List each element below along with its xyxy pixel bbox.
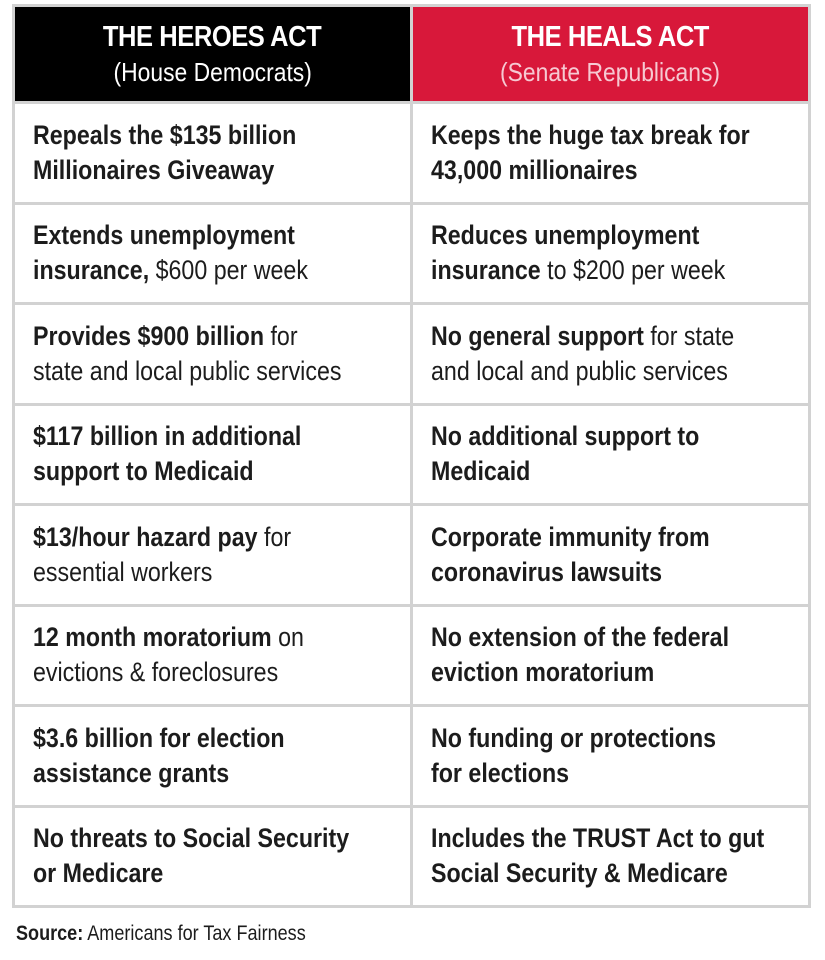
cell-line-1 bbox=[431, 118, 750, 153]
cell-text bbox=[431, 319, 734, 389]
bold-text: No additional support to bbox=[431, 421, 700, 452]
cell-text bbox=[33, 218, 308, 288]
heroes-act-title: THE HEROES ACT bbox=[103, 20, 322, 53]
cell-line-2 bbox=[431, 253, 725, 288]
heroes-cell-row-2 bbox=[15, 205, 410, 303]
regular-text: for state bbox=[643, 320, 735, 351]
cell-line-1 bbox=[431, 620, 729, 655]
source-label: Source: bbox=[16, 922, 84, 945]
heals-cell-row-4 bbox=[413, 406, 808, 504]
cell-line-2 bbox=[33, 756, 285, 791]
bold-text: or Medicare bbox=[33, 858, 164, 889]
cell-text bbox=[431, 419, 699, 489]
cell-text bbox=[431, 218, 725, 288]
cell-line-1 bbox=[431, 520, 710, 555]
bold-text: 43,000 millionaires bbox=[431, 154, 638, 185]
bold-text: Corporate immunity from bbox=[431, 521, 710, 552]
comparison-table bbox=[12, 4, 811, 908]
cell-text bbox=[431, 821, 764, 891]
regular-text: state and local public services bbox=[33, 355, 342, 386]
heroes-cell-row-5 bbox=[15, 506, 410, 604]
heroes-cell-row-1 bbox=[15, 104, 410, 202]
cell-text bbox=[33, 721, 285, 791]
cell-line-1 bbox=[33, 118, 296, 153]
bold-text: $117 billion in additional bbox=[33, 421, 302, 452]
bold-text: Medicaid bbox=[431, 456, 531, 487]
cell-line-2 bbox=[33, 354, 341, 389]
heals-act-header bbox=[413, 7, 808, 101]
heroes-cell-row-4 bbox=[15, 406, 410, 504]
heals-act-subtitle: (Senate Republicans) bbox=[500, 56, 721, 87]
cell-line-1 bbox=[431, 218, 725, 253]
regular-text: for bbox=[264, 320, 298, 351]
bold-text: for elections bbox=[431, 757, 570, 788]
bold-text: coronavirus lawsuits bbox=[431, 556, 662, 587]
cell-line-2 bbox=[431, 655, 729, 690]
bold-text: Millionaires Giveaway bbox=[33, 154, 275, 185]
regular-text: for bbox=[257, 521, 292, 552]
regular-text: and local and public services bbox=[431, 355, 728, 386]
bold-text: No extension of the federal bbox=[431, 622, 730, 653]
cell-line-2 bbox=[431, 153, 750, 188]
bold-text: Extends unemployment bbox=[33, 220, 295, 251]
bold-text: assistance grants bbox=[33, 757, 230, 788]
heals-cell-row-8 bbox=[413, 808, 808, 906]
cell-line-1 bbox=[33, 218, 308, 253]
cell-text bbox=[431, 520, 710, 590]
heals-cell-row-2 bbox=[413, 205, 808, 303]
cell-line-2 bbox=[431, 856, 764, 891]
cell-line-1 bbox=[431, 821, 764, 856]
bold-text: Provides $900 billion bbox=[33, 320, 265, 351]
cell-text bbox=[33, 620, 304, 690]
bold-text: $13/hour hazard pay bbox=[33, 521, 258, 552]
heroes-cell-row-6 bbox=[15, 607, 410, 705]
heals-cell-row-5 bbox=[413, 506, 808, 604]
cell-line-1 bbox=[33, 319, 341, 354]
cell-line-2 bbox=[33, 153, 296, 188]
bold-text: No threats to Social Security bbox=[33, 823, 350, 854]
bold-text: No funding or protections bbox=[431, 722, 717, 753]
cell-text bbox=[33, 419, 301, 489]
source-text: Americans for Tax Fairness bbox=[83, 922, 306, 945]
bold-text: Repeals the $135 billion bbox=[33, 119, 297, 150]
heroes-act-subtitle: (House Democrats) bbox=[113, 56, 312, 87]
bold-text: support to Medicaid bbox=[33, 456, 254, 487]
heals-cell-row-3 bbox=[413, 305, 808, 403]
cell-text bbox=[33, 520, 291, 590]
cell-line-1 bbox=[33, 821, 349, 856]
bold-text: Keeps the huge tax break for bbox=[431, 119, 750, 150]
bold-text: insurance, bbox=[33, 255, 150, 286]
regular-text: essential workers bbox=[33, 556, 213, 587]
heals-cell-row-7 bbox=[413, 707, 808, 805]
bold-text: $3.6 billion for election bbox=[33, 722, 285, 753]
cell-line-2 bbox=[431, 756, 716, 791]
regular-text: to $200 per week bbox=[540, 255, 726, 286]
heals-cell-row-1 bbox=[413, 104, 808, 202]
cell-text bbox=[431, 118, 750, 188]
cell-line-2 bbox=[431, 555, 710, 590]
bold-text: No general support bbox=[431, 320, 644, 351]
cell-text bbox=[33, 821, 349, 891]
cell-text bbox=[33, 118, 296, 188]
cell-line-2 bbox=[33, 253, 308, 288]
bold-text: Social Security & Medicare bbox=[431, 858, 728, 889]
cell-line-1 bbox=[33, 520, 291, 555]
cell-line-2 bbox=[431, 354, 734, 389]
bold-text: Includes the TRUST Act to gut bbox=[431, 823, 765, 854]
heals-cell-row-6 bbox=[413, 607, 808, 705]
regular-text: evictions & foreclosures bbox=[33, 657, 279, 688]
cell-line-1 bbox=[33, 620, 304, 655]
bold-text: Reduces unemployment bbox=[431, 220, 700, 251]
cell-text bbox=[33, 319, 341, 389]
cell-text bbox=[431, 721, 716, 791]
bold-text: 12 month moratorium bbox=[33, 622, 272, 653]
heroes-cell-row-3 bbox=[15, 305, 410, 403]
heroes-act-header bbox=[15, 7, 410, 101]
cell-line-2 bbox=[33, 655, 304, 690]
cell-line-1 bbox=[33, 419, 301, 454]
cell-line-1 bbox=[33, 721, 285, 756]
cell-line-1 bbox=[431, 721, 716, 756]
regular-text: $600 per week bbox=[149, 255, 308, 286]
cell-line-2 bbox=[431, 454, 699, 489]
cell-line-2 bbox=[33, 555, 291, 590]
cell-line-2 bbox=[33, 454, 301, 489]
cell-text bbox=[431, 620, 729, 690]
heroes-cell-row-8 bbox=[15, 808, 410, 906]
bold-text: eviction moratorium bbox=[431, 657, 655, 688]
cell-line-1 bbox=[431, 319, 734, 354]
bold-text: insurance bbox=[431, 255, 541, 286]
source-note bbox=[16, 922, 306, 946]
regular-text: on bbox=[271, 622, 304, 653]
cell-line-1 bbox=[431, 419, 699, 454]
heroes-cell-row-7 bbox=[15, 707, 410, 805]
cell-line-2 bbox=[33, 856, 349, 891]
heals-act-title: THE HEALS ACT bbox=[511, 20, 710, 53]
